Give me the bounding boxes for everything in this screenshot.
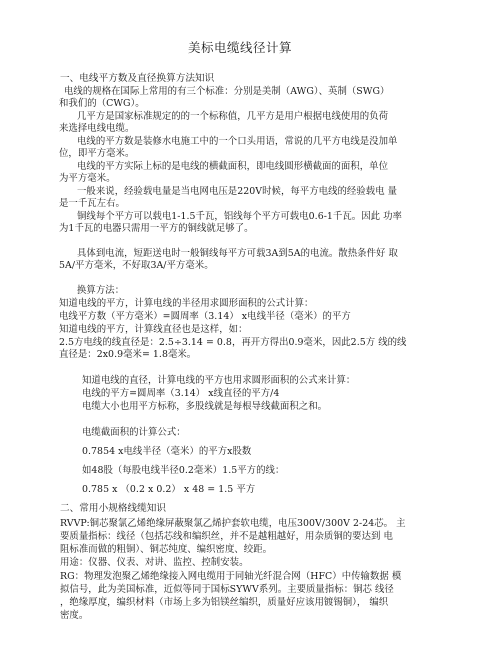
spec-line: 拟信号，此为美国标准，近似等同于国标SYWV系列。主要质量指标：铜芯 线径 — [60, 584, 394, 595]
method-line: 知道电线的平方，计算线直径也是这样，如： — [59, 324, 248, 335]
paragraph-line: 为平方毫米。 — [59, 173, 116, 184]
spec-line: RG：物理发泡聚乙烯绝缘接入网电缆用于同轴光纤混合网（HFC）中传输数据 模 — [60, 571, 402, 582]
spec-line: 阻标准而做的粗铜）、铜芯纯度、编织密度、绞距。 — [60, 544, 273, 555]
document-title: 美标电缆线径计算 — [187, 40, 292, 55]
paragraph-line: 铜线每个平方可以载电1-1.5千瓦，铝线每个平方可载电0.6-1千瓦。因此 功率 — [77, 211, 402, 222]
paragraph-line: 具体到电流，短距送电时一般铜线每平方可载3A到5A的电流。散热条件好 取 — [77, 248, 398, 259]
paragraph-line: 电线的平方数是装修水电施工中的一个口头用语，常说的几平方电线是没加单 — [77, 136, 398, 147]
method-line: 2.5方电线的线直径是：2.5÷3.14 = 0.8，再开方得出0.9毫米，因此2.5方 线的线 — [59, 337, 407, 348]
diameter-line: 电线的平方=圆周率（3.14） x线直径的平方/4 — [82, 388, 280, 399]
method-heading: 换算方法： — [77, 285, 125, 296]
section-heading-2: 二、常用小规格线缆知识 — [60, 503, 167, 514]
paragraph-line: 和我们的（CWG）。 — [59, 98, 145, 109]
cable-formula-heading: 电缆截面积的计算公式： — [82, 427, 186, 438]
method-line: 电线平方数（平方毫米）=圆周率（3.14） x电线半径（毫米）的平方 — [59, 311, 351, 322]
paragraph-line: 电线的规格在国际上常用的有三个标准：分别是美制（AWG）、英制（SWG） — [64, 86, 390, 97]
paragraph-line: 为1千瓦的电器只需用一平方的铜线就足够了。 — [59, 223, 254, 234]
paragraph-line: 是一千瓦左右。 — [59, 198, 125, 209]
paragraph-line: 几平方是国家标准规定的的一个标称值，几平方是用户根据电线使用的负荷 — [77, 111, 389, 122]
paragraph-line: 位，即平方毫米。 — [59, 148, 135, 159]
diameter-line: 知道电线的直径，计算电线的平方也用求圆形面积的公式来计算： — [82, 375, 356, 386]
diameter-line: 电缆大小也用平方标称，多股线就是每根导线截面积之和。 — [82, 401, 328, 412]
spec-line: RVVP:铜芯聚氯乙烯绝缘屏蔽聚氯乙烯护套软电缆，电压300V/300V 2-24芯。 主 — [60, 518, 406, 529]
cable-formula-line: 0.7854 x电线半径（毫米）的平方x股数 — [82, 446, 252, 457]
spec-line: 用途：仪器、仪表、对讲、监控、控制安装。 — [60, 557, 249, 568]
cable-formula-line: 0.785 x （0.2 x 0.2） x 48 = 1.5 平方 — [82, 484, 256, 495]
paragraph-line: 来选择电线电缆。 — [59, 123, 135, 134]
paragraph-line: 5A/平方毫米，不好取3A/平方毫米。 — [59, 260, 214, 271]
cable-formula-line: 如48股（每股电线半径0.2毫米）1.5平方的线： — [82, 465, 285, 476]
spec-line: 要质量指标：线径（包括芯线和编织丝，并不是越粗越好，用杂质铜的要达到 电 — [60, 531, 393, 542]
section-heading-1: 一、电线平方数及直径换算方法知识 — [60, 73, 215, 84]
paragraph-line: 电线的平方实际上标的是电线的横截面积，即电线圆形横截面的面积，单位 — [77, 161, 389, 172]
spec-line: 密度。 — [60, 610, 89, 621]
spec-line: ，绝缘厚度，编织材料（市场上多为铝镁丝编织，质量好应该用镀锡铜）， 编织 — [60, 597, 389, 608]
method-line: 直径是：2x0.9毫米= 1.8毫米。 — [59, 349, 197, 360]
method-line: 知道电线的平方，计算电线的半径用求圆形面积的公式计算： — [59, 298, 314, 309]
paragraph-line: 一般来说，经验载电量是当电网电压是220V时候，每平方电线的经验载电 量 — [77, 186, 398, 197]
